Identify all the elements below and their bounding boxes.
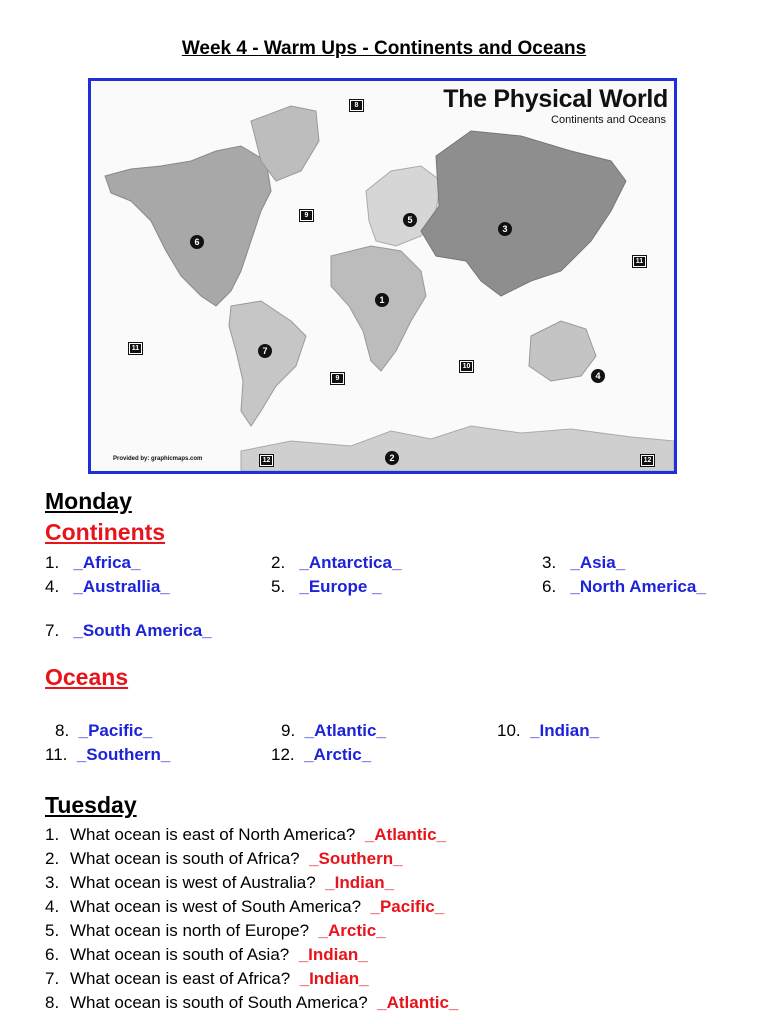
- question-number: 7.: [45, 969, 60, 988]
- question-answer: _Arctic_: [318, 921, 386, 940]
- question-text: What ocean is south of South America?: [70, 993, 368, 1012]
- item-number: 10.: [497, 721, 521, 740]
- ocean-answer: _Indian_: [530, 721, 600, 740]
- continent-answer: _Australlia_: [73, 577, 170, 596]
- world-map: [88, 78, 677, 474]
- continent-item-6: [542, 577, 706, 597]
- question-answer: _Indian_: [325, 873, 395, 892]
- continent-answer: _South America_: [73, 621, 212, 640]
- map-credit: Provided by: graphicmaps.com: [113, 456, 203, 462]
- north-america-shape: [105, 146, 271, 306]
- item-number: 5.: [271, 577, 286, 596]
- question-6: [45, 945, 368, 965]
- continent-answer: _North America_: [570, 577, 706, 596]
- monday-heading: Monday: [45, 488, 132, 514]
- africa-shape: [331, 246, 426, 371]
- question-1: [45, 825, 446, 845]
- tuesday-heading: Tuesday: [45, 792, 137, 818]
- oceans-heading: Oceans: [45, 664, 129, 690]
- question-5: [45, 921, 386, 941]
- asia-shape: [421, 131, 626, 296]
- map-title: The Physical World: [443, 85, 668, 113]
- question-text: What ocean is south of Africa?: [70, 849, 300, 868]
- ocean-item-9: [281, 721, 386, 741]
- item-number: 7.: [45, 621, 60, 640]
- item-number: 11.: [45, 745, 68, 764]
- question-8: [45, 993, 458, 1013]
- item-number: 6.: [542, 577, 557, 596]
- continent-marker-2: 2: [385, 451, 399, 465]
- ocean-marker-11-east: 11: [632, 255, 647, 268]
- item-number: 2.: [271, 553, 286, 572]
- question-text: What ocean is west of Australia?: [70, 873, 316, 892]
- continent-answer: _Asia_: [570, 553, 626, 572]
- question-number: 3.: [45, 873, 60, 892]
- item-number: 3.: [542, 553, 557, 572]
- continent-answer: _Antarctica_: [299, 553, 402, 572]
- item-number: 12.: [271, 745, 295, 764]
- continent-marker-1: 1: [375, 293, 389, 307]
- continent-marker-3: 3: [498, 222, 512, 236]
- question-answer: _Indian_: [298, 945, 368, 964]
- question-number: 5.: [45, 921, 60, 940]
- continent-answer: _Europe _: [299, 577, 382, 596]
- ocean-marker-9-north: 9: [299, 209, 314, 222]
- continent-answer: _Africa_: [73, 553, 141, 572]
- ocean-marker-11-west: 11: [128, 342, 143, 355]
- ocean-marker-10: 10: [459, 360, 474, 373]
- continent-marker-5: 5: [403, 213, 417, 227]
- continent-item-4: [45, 577, 170, 597]
- antarctica-shape: [241, 426, 674, 471]
- question-number: 2.: [45, 849, 60, 868]
- ocean-item-11: [45, 745, 170, 765]
- ocean-marker-9-south: 9: [330, 372, 345, 385]
- continent-marker-6: 6: [190, 235, 204, 249]
- ocean-answer: _Pacific_: [78, 721, 153, 740]
- ocean-item-12: [271, 745, 371, 765]
- question-answer: _Indian_: [299, 969, 369, 988]
- question-7: [45, 969, 369, 989]
- question-number: 4.: [45, 897, 60, 916]
- continent-item-2: [271, 553, 401, 573]
- question-text: What ocean is east of North America?: [70, 825, 356, 844]
- question-text: What ocean is north of Europe?: [70, 921, 310, 940]
- question-answer: _Atlantic_: [364, 825, 447, 844]
- item-number: 9.: [281, 721, 296, 740]
- question-3: [45, 873, 394, 893]
- ocean-answer: _Southern_: [76, 745, 171, 764]
- question-answer: _Atlantic_: [377, 993, 459, 1012]
- ocean-marker-12-west: 12: [259, 454, 274, 467]
- continent-item-7: [45, 621, 212, 641]
- question-text: What ocean is west of South America?: [70, 897, 362, 916]
- ocean-answer: _Atlantic_: [304, 721, 386, 740]
- question-text: What ocean is south of Asia?: [70, 945, 290, 964]
- question-answer: _Pacific_: [370, 897, 445, 916]
- ocean-item-8: [55, 721, 152, 741]
- question-text: What ocean is east of Africa?: [70, 969, 291, 988]
- question-number: 6.: [45, 945, 60, 964]
- continent-item-5: [271, 577, 382, 597]
- world-map-drawing: [91, 81, 674, 471]
- question-number: 8.: [45, 993, 60, 1012]
- ocean-marker-8: 8: [349, 99, 364, 112]
- continent-marker-4: 4: [591, 369, 605, 383]
- australia-shape: [529, 321, 596, 381]
- question-4: [45, 897, 444, 917]
- ocean-answer: _Arctic_: [304, 745, 372, 764]
- map-subtitle: Continents and Oceans: [551, 114, 666, 126]
- ocean-item-10: [497, 721, 599, 741]
- item-number: 1.: [45, 553, 60, 572]
- page-title: Week 4 - Warm Ups - Continents and Oceans: [181, 38, 587, 59]
- south-america-shape: [229, 301, 306, 426]
- question-number: 1.: [45, 825, 60, 844]
- item-number: 8.: [55, 721, 70, 740]
- continents-heading: Continents: [45, 519, 166, 545]
- continent-marker-7: 7: [258, 344, 272, 358]
- question-answer: _Southern_: [309, 849, 403, 868]
- question-2: [45, 849, 403, 869]
- continent-item-3: [542, 553, 625, 573]
- continent-item-1: [45, 553, 140, 573]
- ocean-marker-12-east: 12: [640, 454, 655, 467]
- item-number: 4.: [45, 577, 60, 596]
